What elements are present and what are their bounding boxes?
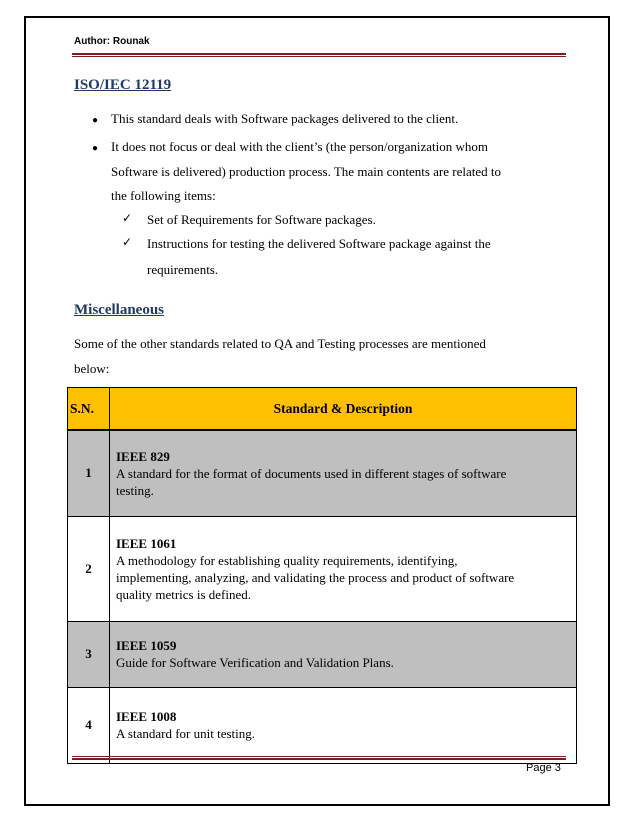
page-number: Page 3	[526, 762, 561, 774]
standards-table	[67, 387, 577, 764]
bullet-text-2-cont: Software is delivered) production process. The main contents are related to	[111, 164, 501, 179]
standard-name: IEEE 1061	[116, 535, 177, 551]
standard-desc-line: testing.	[116, 482, 154, 498]
standard-name: IEEE 829	[116, 448, 170, 464]
bullet-icon: ●	[92, 143, 99, 154]
author-label: Author: Rounak	[74, 36, 150, 47]
table-row	[68, 687, 577, 763]
header-rule	[72, 53, 566, 57]
table-row	[68, 621, 577, 687]
standard-name: IEEE 1059	[116, 638, 177, 653]
row-sn: 1	[68, 430, 110, 516]
intro-text: Some of the other standards related to QA and Testing processes are mentioned	[74, 336, 486, 351]
row-sn: 3	[68, 621, 110, 687]
row-description	[110, 621, 577, 687]
check-text-1: Set of Requirements for Software packages.	[147, 212, 376, 227]
row-description	[110, 430, 577, 516]
table-row	[68, 516, 577, 621]
standard-desc-line: Guide for Software Verification and Validation Plans.	[116, 655, 394, 670]
table-row	[68, 430, 577, 516]
bullet-text-2-cont: the following items:	[111, 188, 216, 203]
standard-desc-line: implementing, analyzing, and validating the process and product of software	[116, 569, 515, 585]
footer-rule	[72, 756, 566, 760]
standard-desc-line: A standard for unit testing.	[116, 726, 256, 741]
table-header-row	[68, 388, 577, 431]
checkmark-icon: ✓	[122, 211, 133, 225]
check-text-2: Instructions for testing the delivered Software package against the	[147, 236, 491, 251]
bullet-icon: ●	[92, 115, 99, 126]
header-standard-description: Standard & Description	[110, 388, 577, 431]
intro-text-cont: below:	[74, 361, 110, 376]
standard-desc-line: A methodology for establishing quality requirements, identifying,	[116, 552, 458, 568]
row-sn: 2	[68, 516, 110, 621]
bullet-text-1: This standard deals with Software packages delivered to the client.	[111, 111, 459, 126]
bullet-text-2: It does not focus or deal with the client’s (the person/organization whom	[111, 139, 489, 154]
section-title-misc: Miscellaneous	[74, 302, 164, 318]
checkmark-icon: ✓	[122, 235, 133, 249]
row-description	[110, 687, 577, 763]
standard-desc-line: A standard for the format of documents used in different stages of software	[116, 465, 507, 481]
standard-name: IEEE 1008	[116, 709, 177, 724]
standard-desc-line: quality metrics is defined.	[116, 586, 252, 602]
header-sn: S.N.	[68, 388, 110, 431]
check-text-2-cont: requirements.	[147, 262, 219, 277]
row-sn: 4	[68, 687, 110, 763]
section-title-iso: ISO/IEC 12119	[74, 77, 172, 93]
row-description	[110, 516, 577, 621]
